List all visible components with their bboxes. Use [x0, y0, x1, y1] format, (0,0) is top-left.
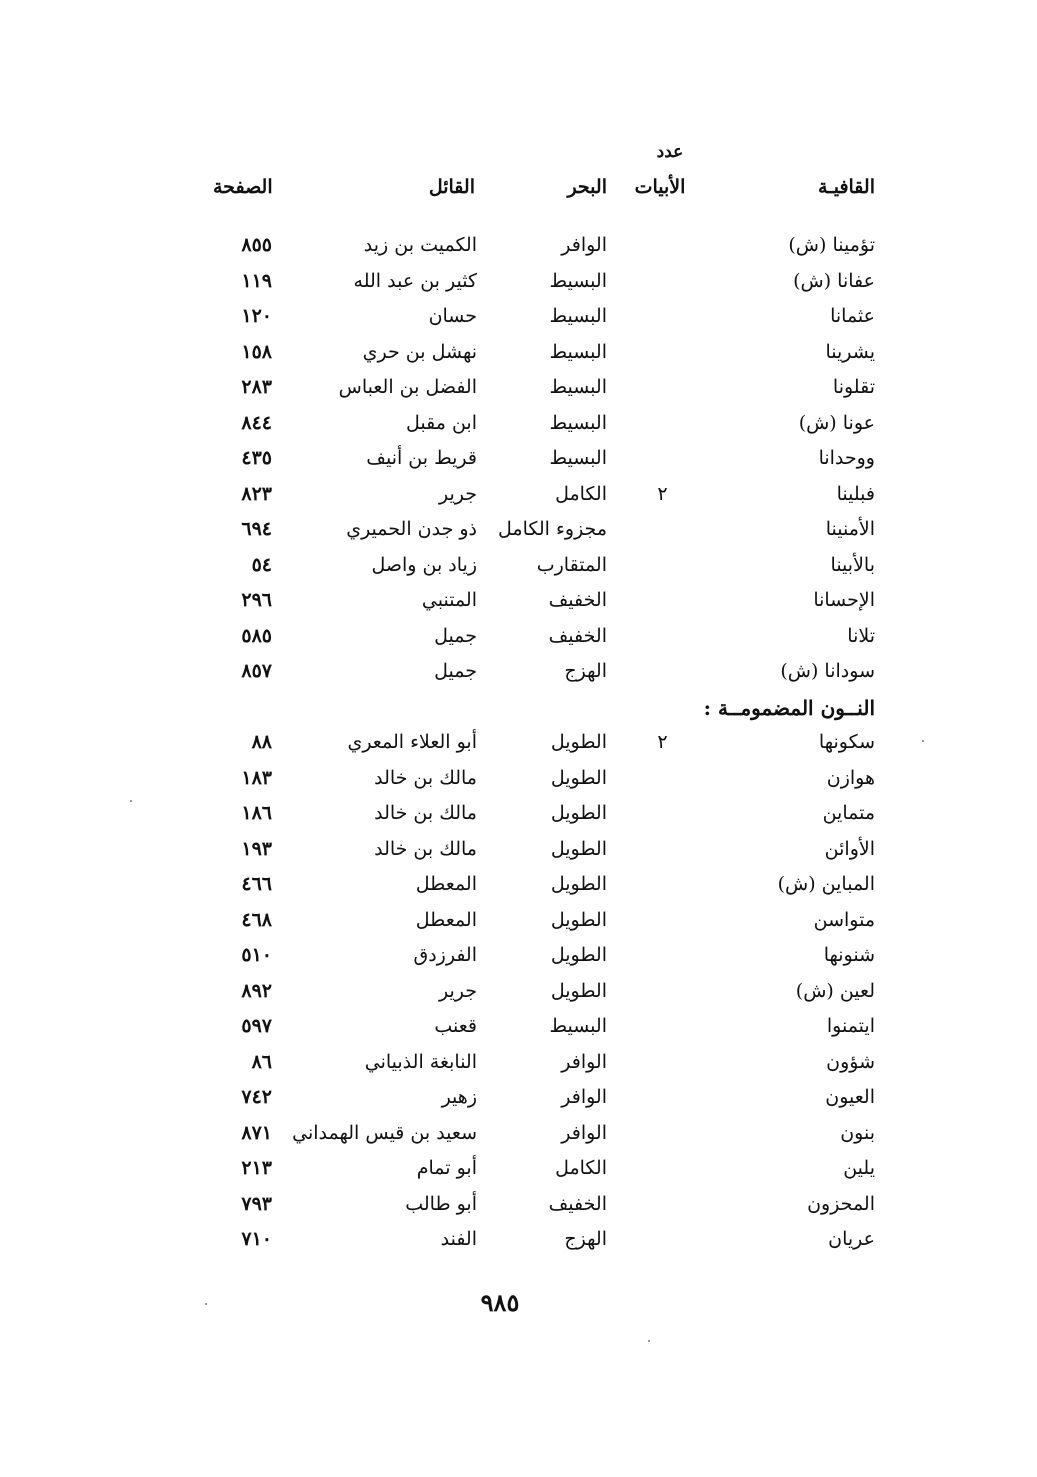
poet-cell: مالك بن خالد: [374, 802, 477, 824]
scan-speck: [205, 1303, 207, 1305]
table-row: [0, 625, 1037, 660]
page-cell: ١٨٦: [241, 802, 272, 824]
table-row: [0, 1051, 1037, 1086]
meter-cell: الطويل: [550, 731, 607, 753]
table-row: [0, 1193, 1037, 1228]
table-row: [0, 909, 1037, 944]
rhyme-cell: يشرينا: [825, 340, 875, 363]
rhyme-cell: متواسن: [813, 908, 875, 931]
rhyme-cell: يلين: [843, 1157, 875, 1179]
poet-cell: أبو طالب: [405, 1192, 477, 1215]
page-cell: ٤٣٥: [241, 447, 272, 469]
page-cell: ٤٦٨: [241, 908, 272, 931]
header-rhyme: القافيـة: [817, 176, 875, 198]
poet-cell: الفند: [440, 1228, 477, 1250]
table-row: [0, 944, 1037, 979]
table-row: [0, 412, 1037, 447]
rhyme-cell: الأمنينا: [825, 518, 875, 540]
page-cell: ١١٩: [241, 269, 272, 292]
rhyme-cell: تلانا: [847, 624, 875, 647]
header-count: الأبيات: [634, 176, 686, 198]
table-row: [0, 447, 1037, 482]
page-cell: ٧٩٣: [241, 1192, 272, 1215]
meter-cell: البسيط: [549, 1015, 607, 1037]
poet-cell: جرير: [439, 482, 477, 505]
poet-cell: حسان: [428, 305, 477, 327]
table-row: [0, 376, 1037, 411]
rhyme-cell: سودانا (ش): [780, 660, 875, 682]
poet-cell: ذو جدن الحميري: [346, 518, 477, 540]
page-cell: ٦٩٤: [241, 518, 272, 540]
rhyme-cell: عريان: [828, 1228, 875, 1250]
poet-cell: الفضل بن العباس: [338, 376, 477, 398]
rhyme-cell: بالأبينا: [830, 553, 875, 576]
page-cell: ٧١٠: [241, 1228, 272, 1250]
rhyme-cell: عثمانا: [830, 305, 875, 327]
rhyme-cell: تقلونا: [832, 376, 875, 398]
page-cell: ١٥٨: [241, 340, 272, 363]
rhyme-cell: متماين: [822, 802, 875, 824]
meter-cell: مجزوء الكامل: [498, 518, 607, 540]
poet-cell: جميل: [434, 660, 477, 682]
meter-cell: الطويل: [550, 979, 607, 1002]
rhyme-cell: المباين (ش): [777, 873, 875, 895]
rhyme-cell: لعين (ش): [795, 979, 875, 1002]
rhyme-cell: بنون: [840, 1121, 875, 1144]
poet-cell: المعطل: [415, 873, 477, 895]
meter-cell: الوافر: [561, 234, 607, 256]
meter-cell: المتقارب: [536, 553, 607, 576]
page-cell: ١٨٣: [241, 766, 272, 789]
poet-cell: ابن مقبل: [406, 411, 477, 434]
poet-cell: أبو تمام: [416, 1157, 477, 1179]
meter-cell: الخفيف: [548, 1192, 607, 1215]
table-row: [0, 234, 1037, 269]
meter-cell: الهزج: [564, 660, 607, 682]
meter-cell: الوافر: [561, 1050, 607, 1073]
table-row: [0, 660, 1037, 695]
poet-cell: الفرزدق: [413, 944, 477, 966]
table-row: [0, 838, 1037, 873]
poet-cell: سعيد بن قيس الهمداني: [292, 1121, 477, 1144]
poet-cell: قعنب: [434, 1015, 477, 1037]
scan-speck: [922, 740, 924, 742]
poet-cell: جميل: [434, 624, 477, 647]
meter-cell: البسيط: [549, 269, 607, 292]
table-row: [0, 1228, 1037, 1263]
table-row: [0, 1086, 1037, 1121]
poet-cell: زياد بن واصل: [371, 553, 477, 576]
poet-cell: الكميت بن زيد: [363, 234, 477, 256]
page-cell: ٨٧١: [241, 1121, 272, 1144]
page-cell: ٨٢٣: [241, 482, 272, 505]
rhyme-cell: الأوائن: [824, 837, 875, 860]
poet-cell: المتنبي: [421, 589, 477, 611]
page-cell: ٨٥٥: [241, 234, 272, 256]
table-row: [0, 1015, 1037, 1050]
page-cell: ٥٨٥: [241, 624, 272, 647]
poet-cell: كثير بن عبد الله: [353, 269, 477, 292]
page-number: ٩٨٥: [480, 1288, 520, 1317]
table-row: [0, 270, 1037, 305]
section-title: النــون المضمومــة :: [703, 695, 875, 720]
table-row: [0, 483, 1037, 518]
rhyme-cell: عفانا (ش): [793, 269, 875, 292]
page-cell: ٢٩٦: [241, 589, 272, 611]
table-row: [0, 341, 1037, 376]
count-cell: ٢: [657, 482, 668, 505]
table-header: [0, 176, 1037, 206]
meter-cell: البسيط: [549, 340, 607, 363]
rhyme-cell: ايتمنوا: [826, 1015, 875, 1037]
rhyme-cell: العيون: [825, 1086, 875, 1108]
page-cell: ١٩٣: [241, 837, 272, 860]
rhyme-cell: شنونها: [823, 944, 875, 966]
poet-cell: نهشل بن حري: [362, 340, 477, 363]
poet-cell: مالك بن خالد: [374, 766, 477, 789]
meter-cell: الطويل: [550, 908, 607, 931]
rhyme-cell: المحزون: [807, 1192, 875, 1215]
meter-cell: الطويل: [550, 802, 607, 824]
count-cell: ٢: [657, 731, 668, 753]
meter-cell: الخفيف: [548, 589, 607, 611]
meter-cell: الطويل: [550, 766, 607, 789]
table-row: [0, 305, 1037, 340]
table-row: [0, 518, 1037, 553]
rhyme-cell: ووحدانا: [818, 447, 875, 469]
meter-cell: الوافر: [561, 1086, 607, 1108]
table-row: [0, 873, 1037, 908]
meter-cell: الطويل: [550, 873, 607, 895]
poet-cell: قريط بن أنيف: [366, 447, 477, 469]
section-heading: [0, 696, 1037, 731]
meter-cell: البسيط: [549, 411, 607, 434]
page-cell: ٧٤٢: [241, 1086, 272, 1108]
table-row: [0, 731, 1037, 766]
meter-cell: الوافر: [561, 1121, 607, 1144]
meter-cell: الطويل: [550, 837, 607, 860]
meter-cell: الكامل: [555, 1157, 607, 1179]
poet-cell: مالك بن خالد: [374, 837, 477, 860]
header-meter: البحر: [567, 176, 607, 198]
table-row: [0, 589, 1037, 624]
scan-speck: [648, 1340, 650, 1342]
scan-speck: [130, 800, 132, 802]
page-cell: ٢١٣: [241, 1157, 272, 1179]
rhyme-cell: فبلينا: [836, 482, 875, 505]
table-row: [0, 554, 1037, 589]
table-row: [0, 1122, 1037, 1157]
page-cell: ٥٩٧: [241, 1015, 272, 1037]
rhyme-cell: عونا (ش): [798, 411, 875, 434]
rhyme-cell: هوازن: [826, 766, 875, 789]
page-cell: ٨٩٢: [241, 979, 272, 1002]
header-page: الصفحة: [213, 176, 273, 198]
poet-cell: المعطل: [415, 908, 477, 931]
meter-cell: الخفيف: [548, 624, 607, 647]
table-row: [0, 980, 1037, 1015]
page-cell: ٨٨: [251, 731, 272, 753]
page-cell: ٥٤: [251, 553, 272, 576]
poet-cell: جرير: [439, 979, 477, 1002]
table-row: [0, 767, 1037, 802]
page-cell: ١٢٠: [241, 305, 272, 327]
header-count-top: عدد: [656, 142, 684, 162]
meter-cell: الطويل: [550, 944, 607, 966]
table-row: [0, 1157, 1037, 1192]
page-cell: ٥١٠: [241, 944, 272, 966]
page-cell: ٢٨٣: [241, 376, 272, 398]
table-row: [0, 802, 1037, 837]
rhyme-cell: سكونها: [818, 731, 875, 753]
rhyme-cell: شؤون: [826, 1050, 875, 1073]
meter-cell: الكامل: [555, 482, 607, 505]
rhyme-cell: تؤمينا (ش): [788, 234, 875, 256]
header-poet: القائل: [428, 176, 475, 198]
meter-cell: البسيط: [549, 305, 607, 327]
poet-cell: زهير: [441, 1086, 477, 1108]
poet-cell: أبو العلاء المعري: [347, 731, 477, 753]
page-cell: ٤٦٦: [241, 873, 272, 895]
meter-cell: الهزج: [564, 1228, 607, 1250]
rhyme-cell: الإحسانا: [813, 589, 875, 611]
poet-cell: النابغة الذبياني: [364, 1050, 477, 1073]
meter-cell: البسيط: [549, 376, 607, 398]
page-cell: ٨٤٤: [241, 411, 272, 434]
page-cell: ٨٥٧: [241, 660, 272, 682]
page-cell: ٨٦: [251, 1050, 272, 1073]
meter-cell: البسيط: [549, 447, 607, 469]
